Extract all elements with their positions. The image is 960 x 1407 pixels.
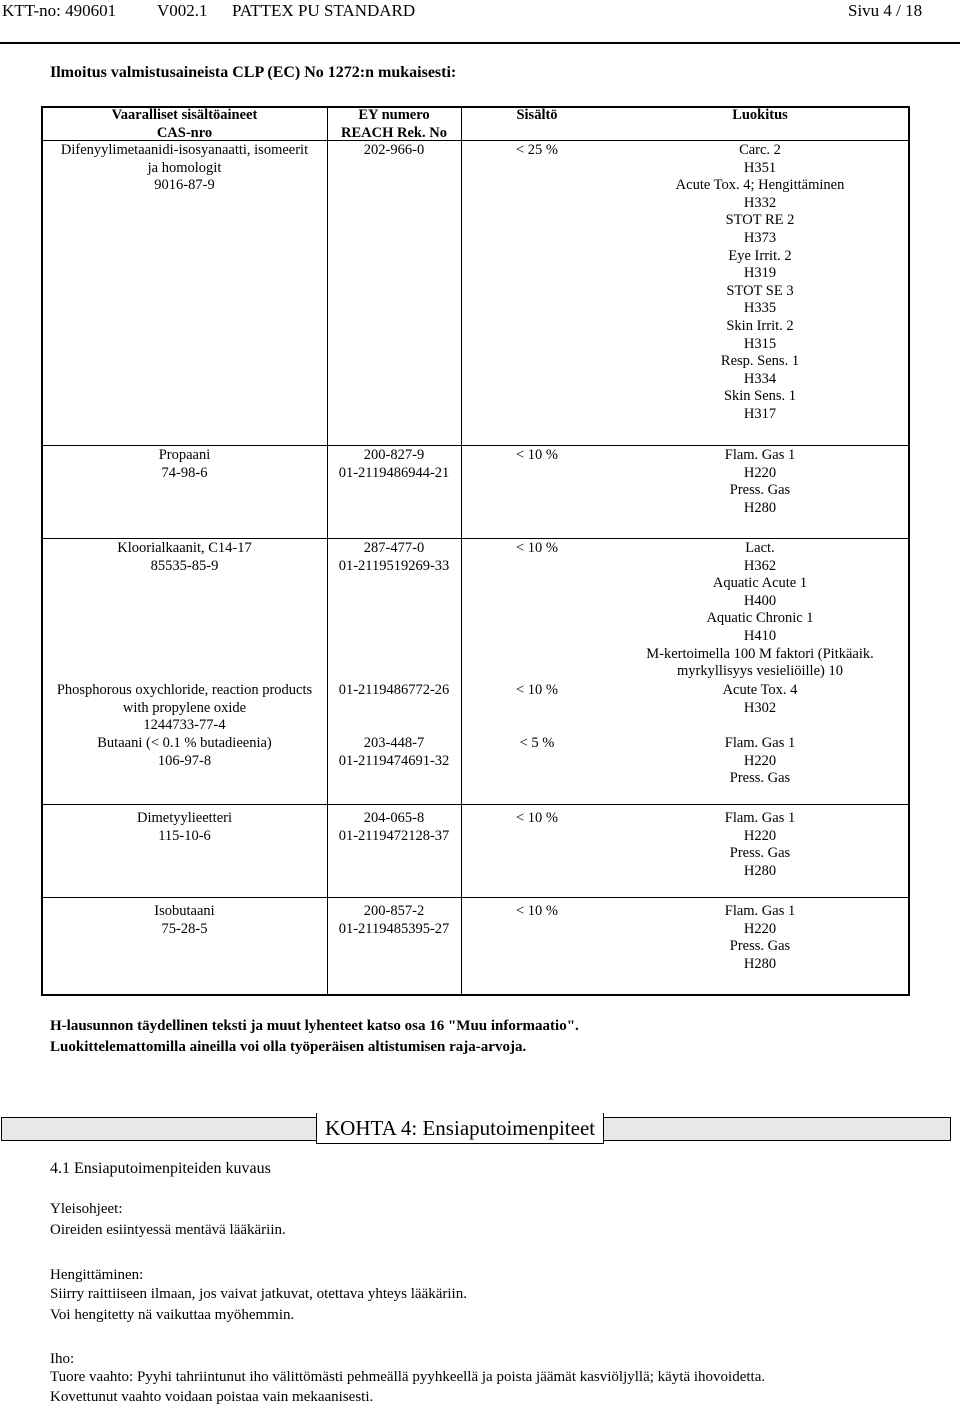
table-row-divider (41, 538, 910, 539)
product-name: PATTEX PU STANDARD (232, 1, 416, 20)
table-cell-ec-number: 200-857-2 01-2119485395-27 (338, 903, 450, 937)
page-number: Sivu 4 / 18 (848, 1, 923, 20)
header-cell-ec-number: EY numero REACH Rek. No (341, 107, 447, 141)
header-cell-content: Sisältö (516, 107, 558, 123)
table-row-divider (41, 897, 910, 898)
table-cell-substance: Propaani 74-98-6 (158, 447, 211, 481)
inhalation-text: Siirry raittiiseen ilmaan, jos vaivat jatkuvat, otettava yhteys lääkäriin. (50, 1286, 467, 1302)
table-cell-classification: Flam. Gas 1 H220 Press. Gas H280 (724, 810, 796, 879)
table-cell-ec-number: 01-2119486772-26 (338, 682, 450, 698)
note-h-statements: H-lausunnon täydellinen teksti ja muut lyhenteet katso osa 16 "Muu informaatio". (50, 1018, 579, 1034)
table-cell-classification: Lact. H362 Aquatic Acute 1 H400 Aquatic Chronic 1 H410 M-kertoimella 100 M faktori (Pitkäaik. myrkyllisyys vesieliöille) 10 (646, 540, 874, 680)
table-cell-substance: Phosphorous oxychloride, reaction products with propylene oxide 1244733-77-4 (56, 682, 313, 734)
header-cell-classification: Luokitus (732, 107, 788, 123)
table-cell-substance: Butaani (< 0.1 % butadieenia) 106-97-8 (97, 735, 272, 769)
skin-label: Iho: (50, 1351, 75, 1367)
header-divider (0, 42, 960, 44)
table-cell-content: < 10 % (515, 682, 558, 698)
table-cell-content: < 10 % (515, 447, 558, 463)
table-cell-content: < 25 % (515, 142, 558, 158)
table-cell-substance: Kloorialkaanit, C14-17 85535-85-9 (117, 540, 252, 574)
table-cell-ec-number: 204-065-8 01-2119472128-37 (338, 810, 450, 844)
table-row-divider (41, 804, 910, 805)
table-cell-classification: Carc. 2 H351 Acute Tox. 4; Hengittäminen H332 STOT RE 2 H373 Eye Irrit. 2 H319 STOT SE 3 H335 Skin Irrit. 2 H315 Resp. Sens. 1 H334 Skin Sens. 1 H317 (675, 142, 845, 422)
table-cell-substance: Difenyylimetaanidi-isosyanaatti, isomeerit ja homologit 9016-87-9 (60, 142, 309, 194)
table-cell-ec-number: 203-448-7 01-2119474691-32 (338, 735, 450, 769)
table-cell-content: < 10 % (515, 540, 558, 556)
ingredients-intro: Ilmoitus valmistusaineista CLP (EC) No 1272:n mukaisesti: (50, 64, 457, 81)
inhalation-label: Hengittäminen: (50, 1267, 144, 1283)
general-advice-text: Oireiden esiintyessä mentävä lääkäriin. (50, 1222, 286, 1238)
skin-text: Kovettunut vaahto voidaan poistaa vain mekaanisesti. (50, 1389, 374, 1405)
general-advice-label: Yleisohjeet: (50, 1201, 123, 1217)
table-cell-content: < 10 % (515, 903, 558, 919)
table-cell-classification: Flam. Gas 1 H220 Press. Gas (724, 735, 796, 787)
table-cell-content: < 5 % (519, 735, 555, 751)
table-cell-classification: Flam. Gas 1 H220 Press. Gas H280 (724, 903, 796, 972)
table-cell-classification: Acute Tox. 4 H302 (722, 682, 798, 716)
table-cell-substance: Isobutaani 75-28-5 (154, 903, 215, 937)
version-label: V002.1 (157, 1, 208, 20)
inhalation-text: Voi hengitetty nä vaikuttaa myöhemmin. (50, 1307, 295, 1323)
document-number: KTT-no: 490601 (2, 1, 117, 20)
note-exposure-limits: Luokittelemattomilla aineilla voi olla työperäisen altistumisen raja-arvoja. (50, 1039, 527, 1055)
table-cell-substance: Dimetyylieetteri 115-10-6 (136, 810, 233, 844)
table-cell-ec-number: 202-966-0 (363, 142, 425, 158)
table-cell-ec-number: 200-827-9 01-2119486944-21 (338, 447, 450, 481)
section-title: KOHTA 4: Ensiaputoimenpiteet (316, 1113, 604, 1144)
table-cell-classification: Flam. Gas 1 H220 Press. Gas H280 (724, 447, 796, 516)
table-row-divider (41, 445, 910, 446)
table-cell-content: < 10 % (515, 810, 558, 826)
skin-text: Tuore vaahto: Pyyhi tahriintunut iho välittömästi pehmeällä pyyhkeellä ja poista jäämät kasviöljyllä; käytä ihovoidetta. (50, 1369, 766, 1385)
table-cell-ec-number: 287-477-0 01-2119519269-33 (338, 540, 450, 574)
header-cell-substance: Vaaralliset sisältöaineet CAS-nro (111, 107, 258, 141)
section-subtitle: 4.1 Ensiaputoimenpiteiden kuvaus (50, 1160, 271, 1177)
